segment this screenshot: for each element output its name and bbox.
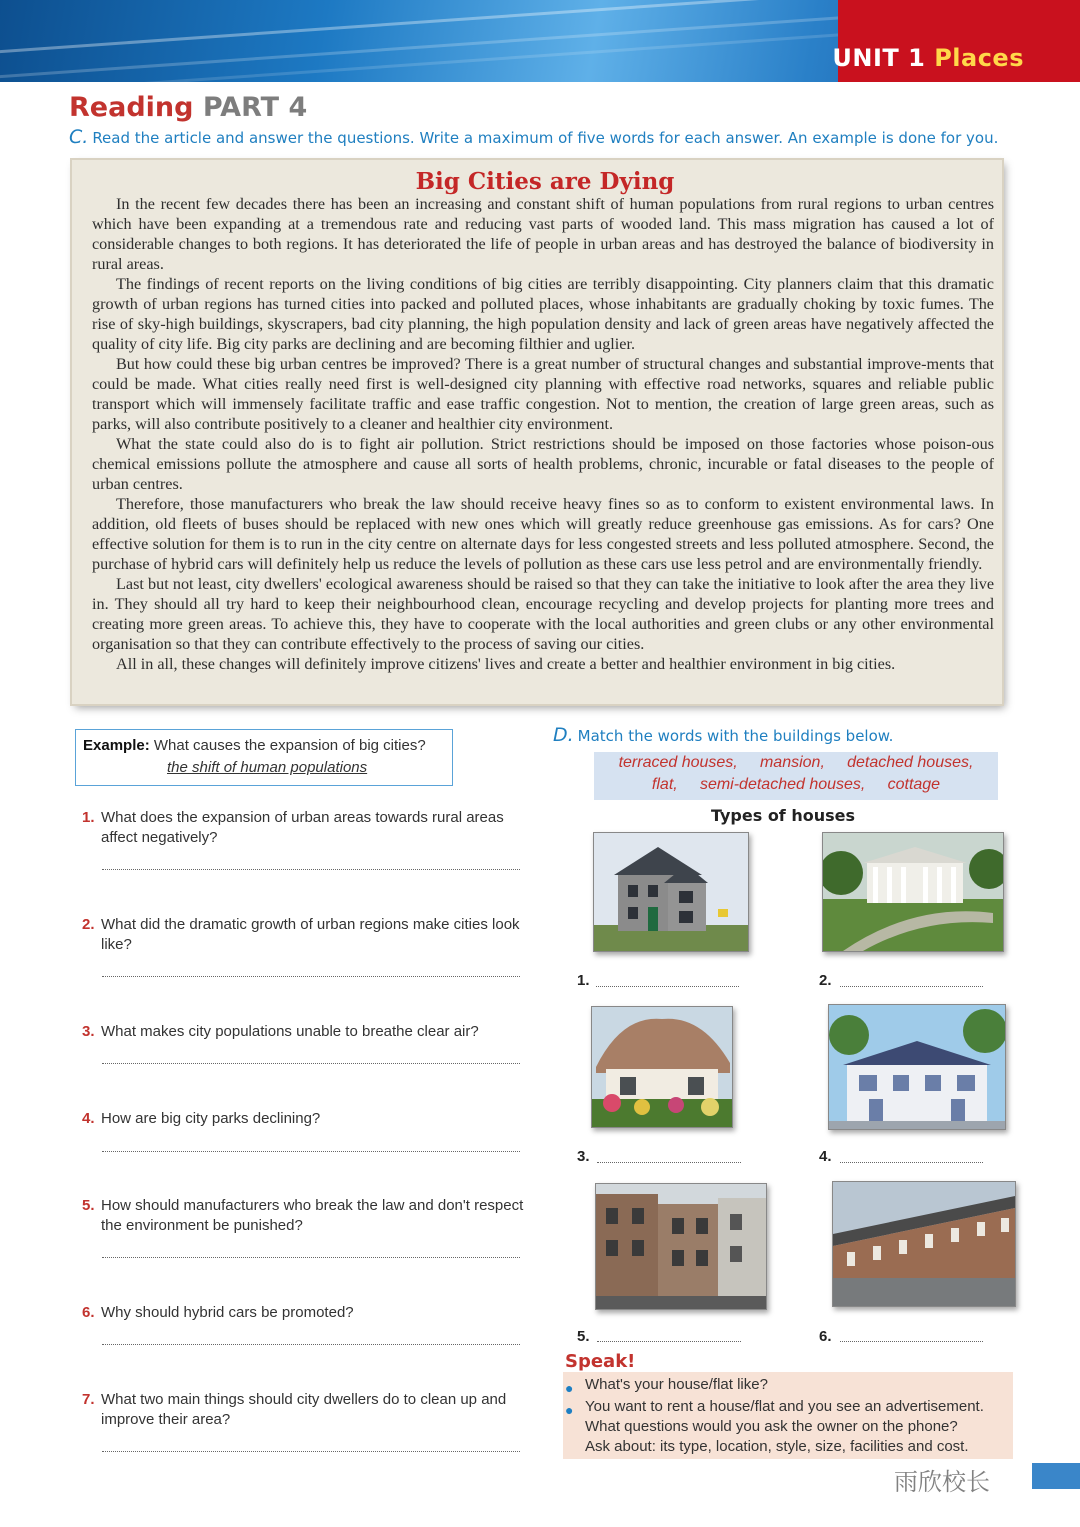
question-text: How should manufacturers who break the law and don't respect the environment be punished? xyxy=(101,1197,524,1234)
example-box xyxy=(75,729,453,786)
instruction-d-text: Match the words with the buildings below. xyxy=(577,727,894,745)
photo-semi-detached xyxy=(828,1004,1006,1130)
article-paragraph: What the state could also do is to fight air pollution. Strict restrictions should be imposed on those factories whose poison-ous chemical emissions pollute the atmosphere and cause all sorts of health problems, chronic, incurable or fatal diseases to the people of urban centres. xyxy=(92,435,994,493)
question-text: What did the dramatic growth of urban regions make cities look like? xyxy=(101,916,520,953)
question-text: Why should hybrid cars be promoted? xyxy=(101,1304,354,1321)
question-text: How are big city parks declining? xyxy=(101,1110,321,1127)
instruction-c-text: Read the article and answer the questions. Write a maximum of five words for each answer. An example is done for you. xyxy=(92,129,999,147)
answer-line-7[interactable] xyxy=(102,1451,520,1452)
answer-line-4[interactable] xyxy=(102,1151,520,1152)
photo-label-2: 2. xyxy=(819,972,832,989)
photo-answer-line-4[interactable] xyxy=(840,1162,983,1163)
question-1 xyxy=(82,808,527,848)
photo-label-4: 4. xyxy=(819,1148,832,1165)
instruction-d-letter: D. xyxy=(553,724,574,746)
example-answer: the shift of human populations xyxy=(167,759,368,776)
photo-label-1: 1. xyxy=(577,972,590,989)
unit-label: UNIT 1 xyxy=(832,44,926,72)
speak-box xyxy=(563,1372,1013,1459)
speak-bullet-1: What's your house/flat like? xyxy=(585,1376,768,1393)
speak-title: Speak! xyxy=(565,1351,636,1372)
example-question xyxy=(83,737,426,754)
question-text: What two main things should city dwellers do to clean up and improve their area? xyxy=(101,1391,507,1428)
article-paragraph: The findings of recent reports on the living conditions of big cities are terribly disappointing. City planners claim that this dramatic growth of urban regions has turned cities into packed and polluted places, whose inhabitants are gradually choking by toxic fumes. The rise of sky-high buildings, skyscrapers, bad city planning, the high population density and lack of green areas have negatively affected the quality of city life. Big city parks are declining and are becoming filthier and uglier. xyxy=(92,275,994,353)
photo-label-6: 6. xyxy=(819,1328,832,1345)
question-text: What makes city populations unable to breathe clear air? xyxy=(101,1023,479,1040)
unit-heading xyxy=(832,44,1024,72)
question-number: 5. xyxy=(82,1197,95,1214)
question-4 xyxy=(82,1109,527,1129)
photo-mansion xyxy=(822,832,1004,952)
answer-line-3[interactable] xyxy=(102,1063,520,1064)
question-number: 2. xyxy=(82,916,95,933)
photo-answer-line-6[interactable] xyxy=(840,1341,983,1342)
question-7 xyxy=(82,1390,527,1430)
photo-answer-line-5[interactable] xyxy=(597,1341,741,1342)
article-paragraph: In the recent few decades there has been an increasing and constant shift of human populations from rural regions to urban centres which have been expanding at a tremendous rate and reducing vast parts of wooded land. This mass migration has caused a lot of considerable changes to both regions. It has deteriorated the life of people in urban areas and has destroyed the balance of biodiversity in rural areas. xyxy=(92,195,994,273)
question-number: 3. xyxy=(82,1023,95,1040)
photo-flat xyxy=(595,1183,767,1310)
speak-bullet-2-line-2: What questions would you ask the owner on the phone? xyxy=(585,1418,958,1435)
photo-label-3: 3. xyxy=(577,1148,590,1165)
photo-terraced-houses xyxy=(832,1181,1016,1307)
article-title: Big Cities are Dying xyxy=(415,168,675,195)
word-bank-line-1: terraced houses, mansion, detached houses, xyxy=(618,754,974,771)
photo-answer-line-1[interactable] xyxy=(596,986,739,987)
example-question-text: What causes the expansion of big cities? xyxy=(153,737,426,754)
speak-bullet-2-line-1: You want to rent a house/flat and you see an advertisement. xyxy=(585,1398,984,1415)
bullet-icon: ● xyxy=(565,1402,574,1418)
word-bank xyxy=(594,752,998,800)
article-body xyxy=(92,194,994,674)
answer-line-2[interactable] xyxy=(102,976,520,977)
article-paragraph: Last but not least, city dwellers' ecological awareness should be raised so that they can take the initiative to look after the area they live in. They should all try hard to keep their neighbourhood clean, encourage recycling and develop projects for planting more trees and creating more green areas. To achieve this, they have to cooperate with the local authorities and green clubs or any other environmental organisation so that they can contribute effectively to the process of saving our cities. xyxy=(92,575,994,653)
photo-cottage xyxy=(591,1006,733,1128)
photo-answer-line-2[interactable] xyxy=(840,986,983,987)
question-number: 4. xyxy=(82,1110,95,1127)
instruction-c-letter: C. xyxy=(69,126,89,148)
article-paragraph: But how could these big urban centres be improved? There is a great number of structural changes and substantial improve-ments that could be made. What cities really need first is well-designed city planning with effective road networks, squares and reliable public transport which will immensely facilitate traffic and ease traffic congestion. Not to mention, the creation of large green areas, such as parks, will also contribute positively to a cleaner and healthier city environment. xyxy=(92,355,994,433)
section-name: Reading xyxy=(69,92,194,123)
instruction-c xyxy=(69,126,998,148)
question-text: What does the expansion of urban areas towards rural areas affect negatively? xyxy=(101,809,504,846)
photo-detached-house xyxy=(593,832,749,952)
answer-line-5[interactable] xyxy=(102,1257,520,1258)
question-3 xyxy=(82,1022,527,1042)
house-types-title: Types of houses xyxy=(710,806,856,825)
section-title xyxy=(69,92,307,123)
footer-bar xyxy=(1032,1463,1080,1489)
article-paragraph: Therefore, those manufacturers who break the law should receive heavy fines so as to conform to existent environmental laws. In addition, old fleets of buses should be replaced with new ones which will greatly reduce greenhouse gas emissions. As for cars? One effective solution for them is to run in the city centre on alternate days for less congested streets and less polluted atmosphere. Second, the purchase of hybrid cars will definitely help us reduce the levels of pollution as these cars use less petrol and are environmentally friendly. xyxy=(92,495,994,573)
photo-answer-line-3[interactable] xyxy=(597,1162,741,1163)
answer-line-6[interactable] xyxy=(102,1344,520,1345)
question-5 xyxy=(82,1196,527,1236)
watermark: 雨欣校长 xyxy=(894,1468,990,1496)
question-number: 1. xyxy=(82,809,95,826)
instruction-d xyxy=(553,724,893,746)
answer-line-1[interactable] xyxy=(102,869,520,870)
question-number: 6. xyxy=(82,1304,95,1321)
bullet-icon: ● xyxy=(565,1380,574,1396)
question-number: 7. xyxy=(82,1391,95,1408)
word-bank-line-2: flat, semi-detached houses, cottage xyxy=(651,776,941,793)
example-label: Example: xyxy=(83,737,150,754)
unit-topic: Places xyxy=(934,44,1024,72)
question-2 xyxy=(82,915,527,955)
question-6 xyxy=(82,1303,527,1323)
section-part: PART 4 xyxy=(202,92,308,123)
speak-bullet-2-line-3: Ask about: its type, location, style, size, facilities and cost. xyxy=(585,1438,969,1455)
photo-label-5: 5. xyxy=(577,1328,590,1345)
article-paragraph: All in all, these changes will definitely improve citizens' lives and create a better and healthier environment in big cities. xyxy=(116,655,896,673)
